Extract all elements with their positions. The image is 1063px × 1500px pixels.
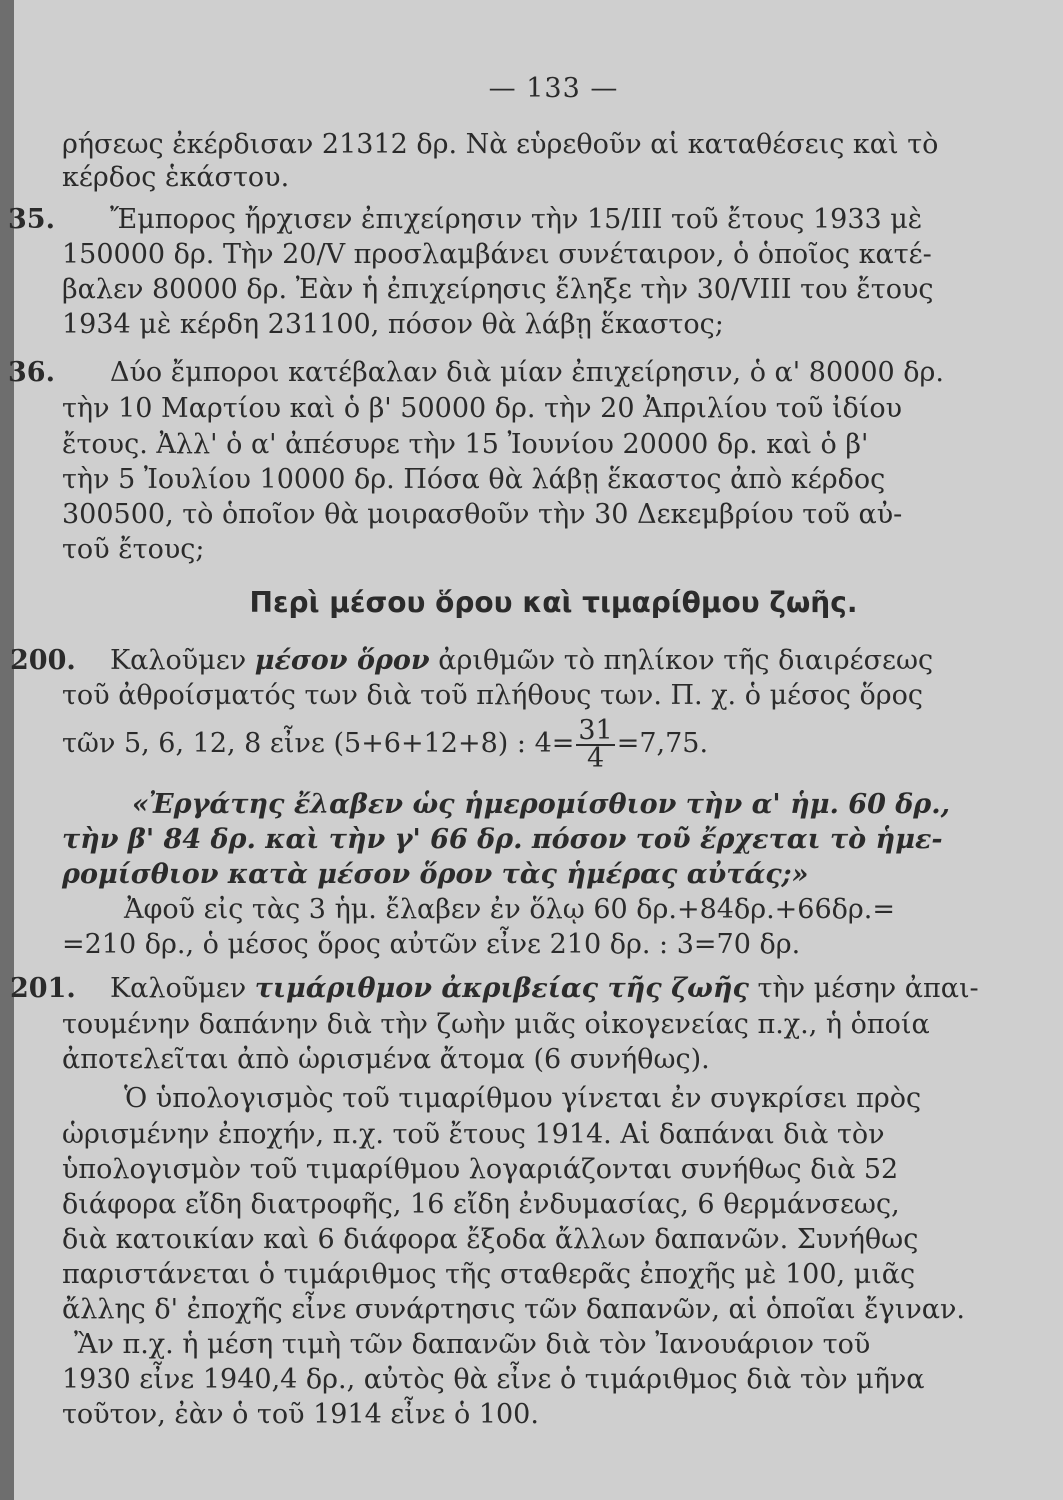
text-line: τοῦτον, ἐὰν ὁ τοῦ 1914 εἶνε ὁ 100. [62, 1399, 539, 1430]
problem-number-36: 36. [8, 357, 55, 388]
text-line: 150000 δρ. Τὴν 20/V προσλαμβάνει συνέταιρον, ὁ ὁποῖος κατέ- [62, 239, 932, 270]
section-number-201: 201. [10, 973, 76, 1004]
text-line: τὴν 5 Ἰουλίου 10000 δρ. Πόσα θὰ λάβῃ ἕκαστος ἀπὸ κέρδος [62, 464, 886, 495]
problem-number-35: 35. [8, 204, 55, 235]
defined-term: μέσον ὅρον [254, 645, 430, 676]
text-line [110, 972, 979, 1005]
text-line: τουμένην δαπάνην διὰ τὴν ζωὴν μιᾶς οἰκογενείας π.χ., ἡ ὁποία [62, 1009, 930, 1040]
text-line: τοῦ ἀθροίσματός των διὰ τοῦ πλήθους των. Π. χ. ὁ μέσος ὅρος [62, 680, 923, 711]
quoted-problem-line: ρομίσθιον κατὰ μέσον ὅρον τὰς ἡμέρας αὐτάς;» [62, 859, 809, 890]
quoted-problem-line: «Ἐργάτης ἔλαβεν ὡς ἡμερομίσθιον τὴν α' ἡμ. 60 δρ., [132, 789, 951, 820]
text-line: 1934 μὲ κέρδη 231100, πόσον θὰ λάβῃ ἕκαστος; [62, 309, 724, 340]
section-heading: Περὶ μέσου ὅρου καὶ τιμαρίθμου ζωῆς. [249, 586, 858, 619]
quoted-problem-line: τὴν β' 84 δρ. καὶ τὴν γ' 66 δρ. πόσον τοῦ ἔρχεται τὸ ἡμε- [62, 824, 943, 855]
text-line: 300500, τὸ ὁποῖον θὰ μοιρασθοῦν τὴν 30 Δεκεμβρίου τοῦ αὐ- [62, 499, 903, 530]
text-line: παριστάνεται ὁ τιμάριθμος τῆς σταθερᾶς ἐποχῆς μὲ 100, μιᾶς [62, 1259, 916, 1290]
text-line: κέρδος ἑκάστου. [62, 162, 290, 193]
text-line: τὴν 10 Μαρτίου καὶ ὁ β' 50000 δρ. τὴν 20 Ἀπριλίου τοῦ ἰδίου [62, 393, 903, 424]
text-line: ἄλλης δ' ἐποχῆς εἶνε συνάρτησις τῶν δαπανῶν, αἱ ὁποῖαι ἔγιναν. [62, 1294, 966, 1325]
text-run: τῶν 5, 6, 12, 8 εἶνε (5+6+12+8) : 4= [62, 728, 575, 759]
fraction [576, 714, 614, 774]
book-page [8, 0, 1063, 1500]
text-line: ὡρισμένην ἐποχήν, π.χ. τοῦ ἔτους 1914. Αἱ δαπάναι διὰ τὸν [62, 1119, 885, 1150]
text-line: Ὁ ὑπολογισμὸς τοῦ τιμαρίθμου γίνεται ἐν συγκρίσει πρὸς [124, 1083, 922, 1114]
page-number: — 133 — [488, 73, 619, 104]
text-line: =210 δρ., ὁ μέσος ὅρος αὐτῶν εἶνε 210 δρ. : 3=70 δρ. [62, 929, 801, 960]
text-line: ρήσεως ἐκέρδισαν 21312 δρ. Νὰ εὑρεθοῦν αἱ καταθέσεις καὶ τὸ [62, 129, 939, 160]
text-run: Καλοῦμεν [110, 973, 255, 1004]
text-line: Δύο ἔμποροι κατέβαλαν διὰ μίαν ἐπιχείρησιν, ὁ α' 80000 δρ. [110, 357, 944, 388]
text-line: βαλεν 80000 δρ. Ἐὰν ἡ ἐπιχείρησις ἔληξε τὴν 30/VIII του ἔτους [62, 274, 934, 305]
text-run: Καλοῦμεν [110, 645, 255, 676]
text-line: Ἀφοῦ εἰς τὰς 3 ἡμ. ἔλαβεν ἐν ὅλῳ 60 δρ.+84δρ.+66δρ.= [124, 894, 895, 925]
section-number-200: 200. [10, 645, 76, 676]
text-run: ἀριθμῶν τὸ πηλίκον τῆς διαιρέσεως [429, 645, 934, 676]
fraction-numerator: 31 [578, 714, 613, 746]
text-line: Ἔμπορος ἤρχισεν ἐπιχείρησιν τὴν 15/III τοῦ ἔτους 1933 μὲ [110, 204, 923, 235]
text-run: τὴν μέσην ἀπαι- [748, 973, 979, 1004]
text-line: ὑπολογισμὸν τοῦ τιμαρίθμου λογαριάζονται συνήθως διὰ 52 [62, 1154, 899, 1185]
text-run: =7,75. [616, 728, 709, 759]
text-line: ἀποτελεῖται ἀπὸ ὡρισμένα ἄτομα (6 συνήθως). [62, 1044, 710, 1075]
text-line: διάφορα εἴδη διατροφῆς, 16 εἴδη ἐνδυμασίας, 6 θερμάνσεως, [62, 1189, 900, 1220]
formula-line [62, 716, 708, 772]
defined-term: τιμάριθμον ἀκριβείας τῆς ζωῆς [254, 973, 749, 1004]
text-line [110, 644, 933, 677]
text-line: 1930 εἶνε 1940,4 δρ., αὐτὸς θὰ εἶνε ὁ τιμάριθμος διὰ τὸν μῆνα [62, 1364, 925, 1395]
text-line: ἔτους. Ἀλλ' ὁ α' ἀπέσυρε τὴν 15 Ἰουνίου 20000 δρ. καὶ ὁ β' [62, 429, 869, 460]
text-line: τοῦ ἔτους; [62, 534, 205, 565]
text-line: Ἂν π.χ. ἡ μέση τιμὴ τῶν δαπανῶν διὰ τὸν Ἰανουάριον τοῦ [74, 1329, 871, 1360]
text-line: διὰ κατοικίαν καὶ 6 διάφορα ἔξοδα ἄλλων δαπανῶν. Συνήθως [62, 1224, 919, 1255]
fraction-denominator: 4 [586, 742, 605, 774]
